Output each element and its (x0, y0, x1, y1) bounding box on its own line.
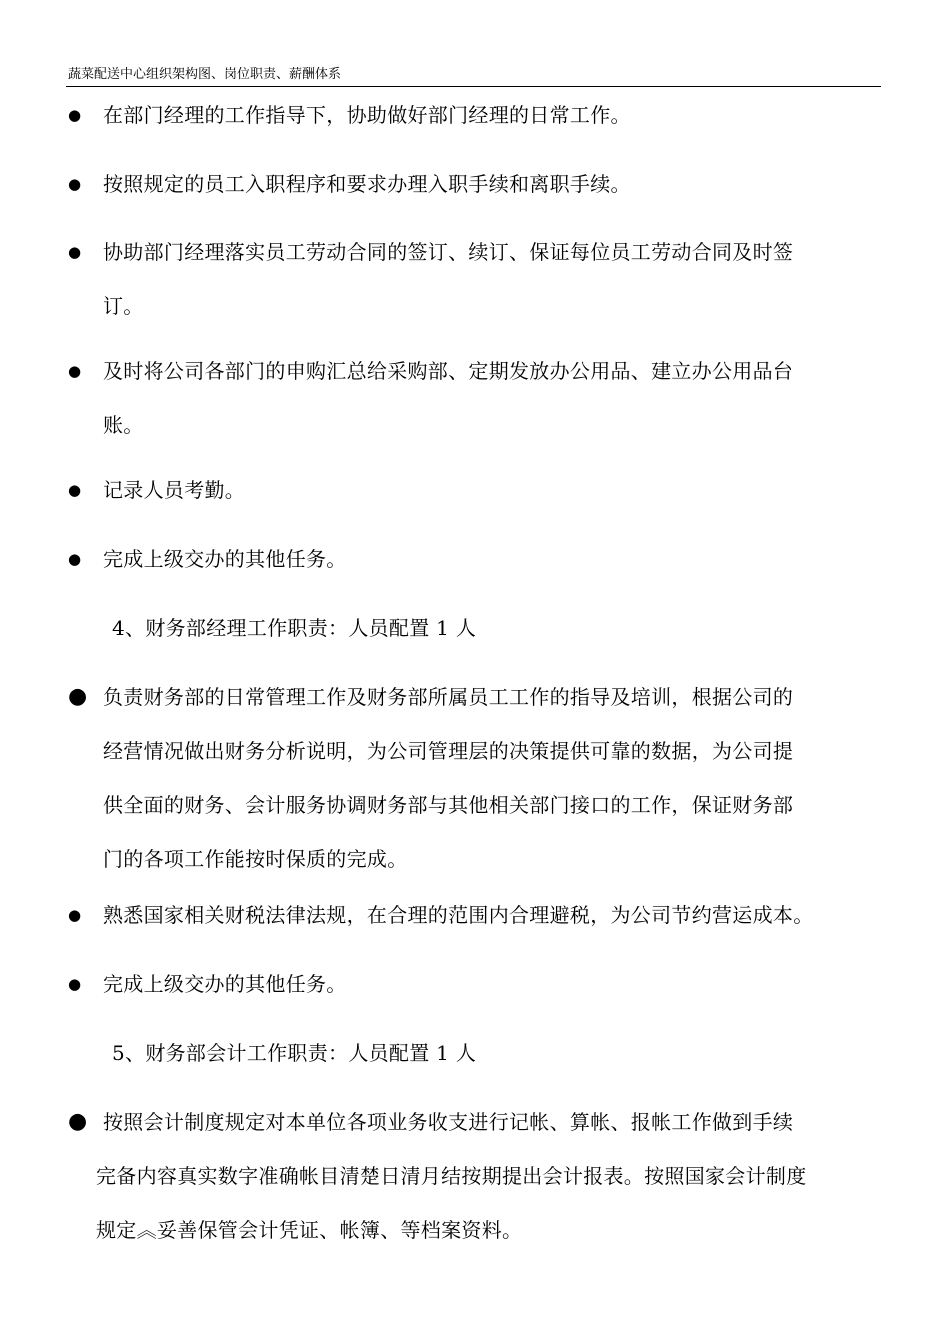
list-item-text: 在部门经理的工作指导下，协助做好部门经理的日常工作。 (103, 103, 631, 127)
list-item-text-continuation: 门的各项工作能按时保质的完成。 (103, 847, 408, 871)
list-item-text-continuation: 账。 (103, 413, 144, 437)
list-item (68, 344, 883, 452)
list-item-text: 协助部门经理落实员工劳动合同的签订、续订、保证每位员工劳动合同及时签 (103, 240, 794, 264)
bullet-icon: ● (68, 684, 88, 709)
bullet-icon: ● (68, 481, 82, 499)
bullet-icon: ● (68, 106, 82, 124)
list-item (68, 463, 883, 517)
list-item (68, 670, 883, 886)
list-item (68, 1095, 883, 1257)
header-rule (66, 86, 881, 87)
list-item-text-continuation: 规定︽妥善保管会计凭证、帐簿、等档案资料。 (96, 1218, 523, 1242)
list-item-text-continuation: 供全面的财务、会计服务协调财务部与其他相关部门接口的工作，保证财务部 (103, 793, 794, 817)
list-item (68, 957, 883, 1011)
section-heading: 5、财务部会计工作职责：人员配置 1 人 (112, 1041, 477, 1065)
bullet-icon: ● (68, 550, 82, 568)
list-item (68, 532, 883, 586)
bullet-icon: ● (68, 243, 82, 261)
bullet-icon: ● (68, 906, 82, 924)
list-item-text: 按照会计制度规定对本单位各项业务收支进行记帐、算帐、报帐工作做到手续 (103, 1110, 794, 1134)
list-item-text: 按照规定的员工入职程序和要求办理入职手续和离职手续。 (103, 172, 631, 196)
running-header: 蔬菜配送中心组织架构图、岗位职责、薪酬体系 (68, 67, 342, 82)
list-item-text: 及时将公司各部门的申购汇总给采购部、定期发放办公用品、建立办公用品台 (103, 359, 794, 383)
bullet-icon: ● (68, 1109, 88, 1134)
list-item-text-continuation: 订。 (103, 294, 144, 318)
list-item-text: 负责财务部的日常管理工作及财务部所属员工工作的指导及培训，根据公司的 (103, 685, 794, 709)
list-item (68, 88, 883, 142)
list-item-text-continuation: 经营情况做出财务分析说明，为公司管理层的决策提供可靠的数据，为公司提 (103, 739, 794, 763)
list-item-text: 完成上级交办的其他任务。 (103, 547, 347, 571)
bullet-icon: ● (68, 362, 82, 380)
list-item (68, 157, 883, 211)
section-heading: 4、财务部经理工作职责：人员配置 1 人 (112, 616, 477, 640)
bullet-icon: ● (68, 975, 82, 993)
list-item (68, 225, 883, 333)
list-item-text: 熟悉国家相关财税法律法规，在合理的范围内合理避税，为公司节约营运成本。 (103, 903, 814, 927)
list-item (68, 888, 883, 942)
list-item-text: 记录人员考勤。 (103, 478, 246, 502)
bullet-icon: ● (68, 175, 82, 193)
list-item-text-continuation: 完备内容真实数字准确帐目清楚日清月结按期提出会计报表。按照国家会计制度 (96, 1164, 807, 1188)
list-item-text: 完成上级交办的其他任务。 (103, 972, 347, 996)
